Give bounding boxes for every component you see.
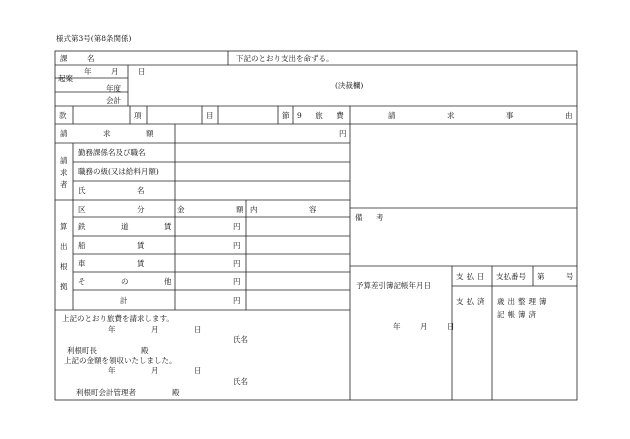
- recorded-label: 記帳簿済: [497, 310, 539, 319]
- setsu-label: 節: [282, 111, 290, 120]
- dai-label: 第: [537, 272, 545, 281]
- basis-row-label: 車 賃: [78, 259, 167, 268]
- basis-row-yen: 円: [233, 277, 241, 286]
- moku-label: 目: [206, 111, 214, 120]
- payment-date-label: 支払日: [456, 272, 488, 281]
- job-grade-label: 職務の級(又は給料月額): [78, 167, 159, 176]
- ledger-date-blank: 年 月 日: [393, 322, 461, 331]
- go-label: 号: [566, 272, 574, 281]
- order-instruction: 下記のとおり支出を命ずる。: [236, 54, 334, 63]
- basis-row-label: 船 賃: [78, 241, 167, 250]
- expenditure-ledger-label: 歳出整理簿: [497, 297, 550, 306]
- kan-label: 款: [59, 111, 67, 120]
- basis-row-yen: 円: [233, 222, 241, 231]
- draft-date-label: 年 月 日: [84, 67, 152, 76]
- basis-label-char-1: 算: [60, 222, 68, 231]
- setsu-value: 9 旅 費: [297, 111, 347, 120]
- basis-header-naiyo: 内 容: [250, 205, 339, 214]
- basis-row-label: 計: [120, 296, 128, 305]
- basis-header-kingaku: 金 額: [177, 205, 266, 214]
- basis-row-yen: 円: [233, 241, 241, 250]
- basis-row-yen: 円: [233, 296, 241, 305]
- claim-amount-label: 請 求 額: [60, 129, 168, 138]
- receipt-statement: 上記の金額を領収いたしました。: [64, 356, 177, 365]
- section-name-label: 課 名: [60, 54, 101, 63]
- paid-label: 支払済: [456, 297, 488, 306]
- claimant-signature-label: 氏名: [233, 335, 248, 344]
- treasurer-dono: 殿: [172, 388, 180, 397]
- claimant-label-char-3: 者: [60, 180, 68, 189]
- basis-header-kubun: 区 分: [78, 205, 167, 214]
- claim-statement: 上記のとおり旅費を請求します。: [62, 314, 174, 323]
- receipt-date: 年 月 日: [108, 366, 216, 375]
- fiscal-year-label: 年度: [106, 84, 121, 93]
- mayor-dono: 殿: [141, 346, 149, 355]
- basis-label-char-2: 出: [60, 242, 68, 251]
- approval-field-label: (決裁欄): [335, 81, 364, 90]
- basis-row-yen: 円: [233, 259, 241, 268]
- form-number-label: 様式第3号(第8条関係): [56, 34, 132, 43]
- payment-number-label: 支払番号: [496, 272, 526, 281]
- basis-row-label: 鉄 道 賃: [78, 222, 186, 231]
- mayor-label: 利根町長: [67, 346, 97, 355]
- treasurer-label: 利根町会計管理者: [76, 388, 136, 397]
- draft-label: 起案: [58, 74, 73, 83]
- budget-ledger-date-label: 予算差引簿記帳年月日: [356, 281, 431, 290]
- claimant-label-char-2: 求: [60, 168, 68, 177]
- ko-label: 項: [134, 111, 142, 120]
- claim-date: 年 月 日: [108, 325, 216, 334]
- remarks-label: 備 考: [355, 213, 387, 222]
- receiver-signature-label: 氏名: [233, 377, 248, 386]
- basis-row-label: そ の 他: [78, 277, 186, 286]
- basis-label-char-4: 拠: [60, 282, 68, 291]
- claimant-name-label: 氏 名: [78, 186, 167, 195]
- claim-amount-yen: 円: [339, 129, 347, 138]
- workplace-label: 勤務課係名及び職名: [78, 148, 146, 157]
- claim-reason-header: 請 求 事 由: [388, 111, 595, 120]
- basis-label-char-3: 根: [60, 262, 68, 271]
- claimant-label-char-1: 請: [60, 156, 68, 165]
- account-label: 会計: [106, 96, 121, 105]
